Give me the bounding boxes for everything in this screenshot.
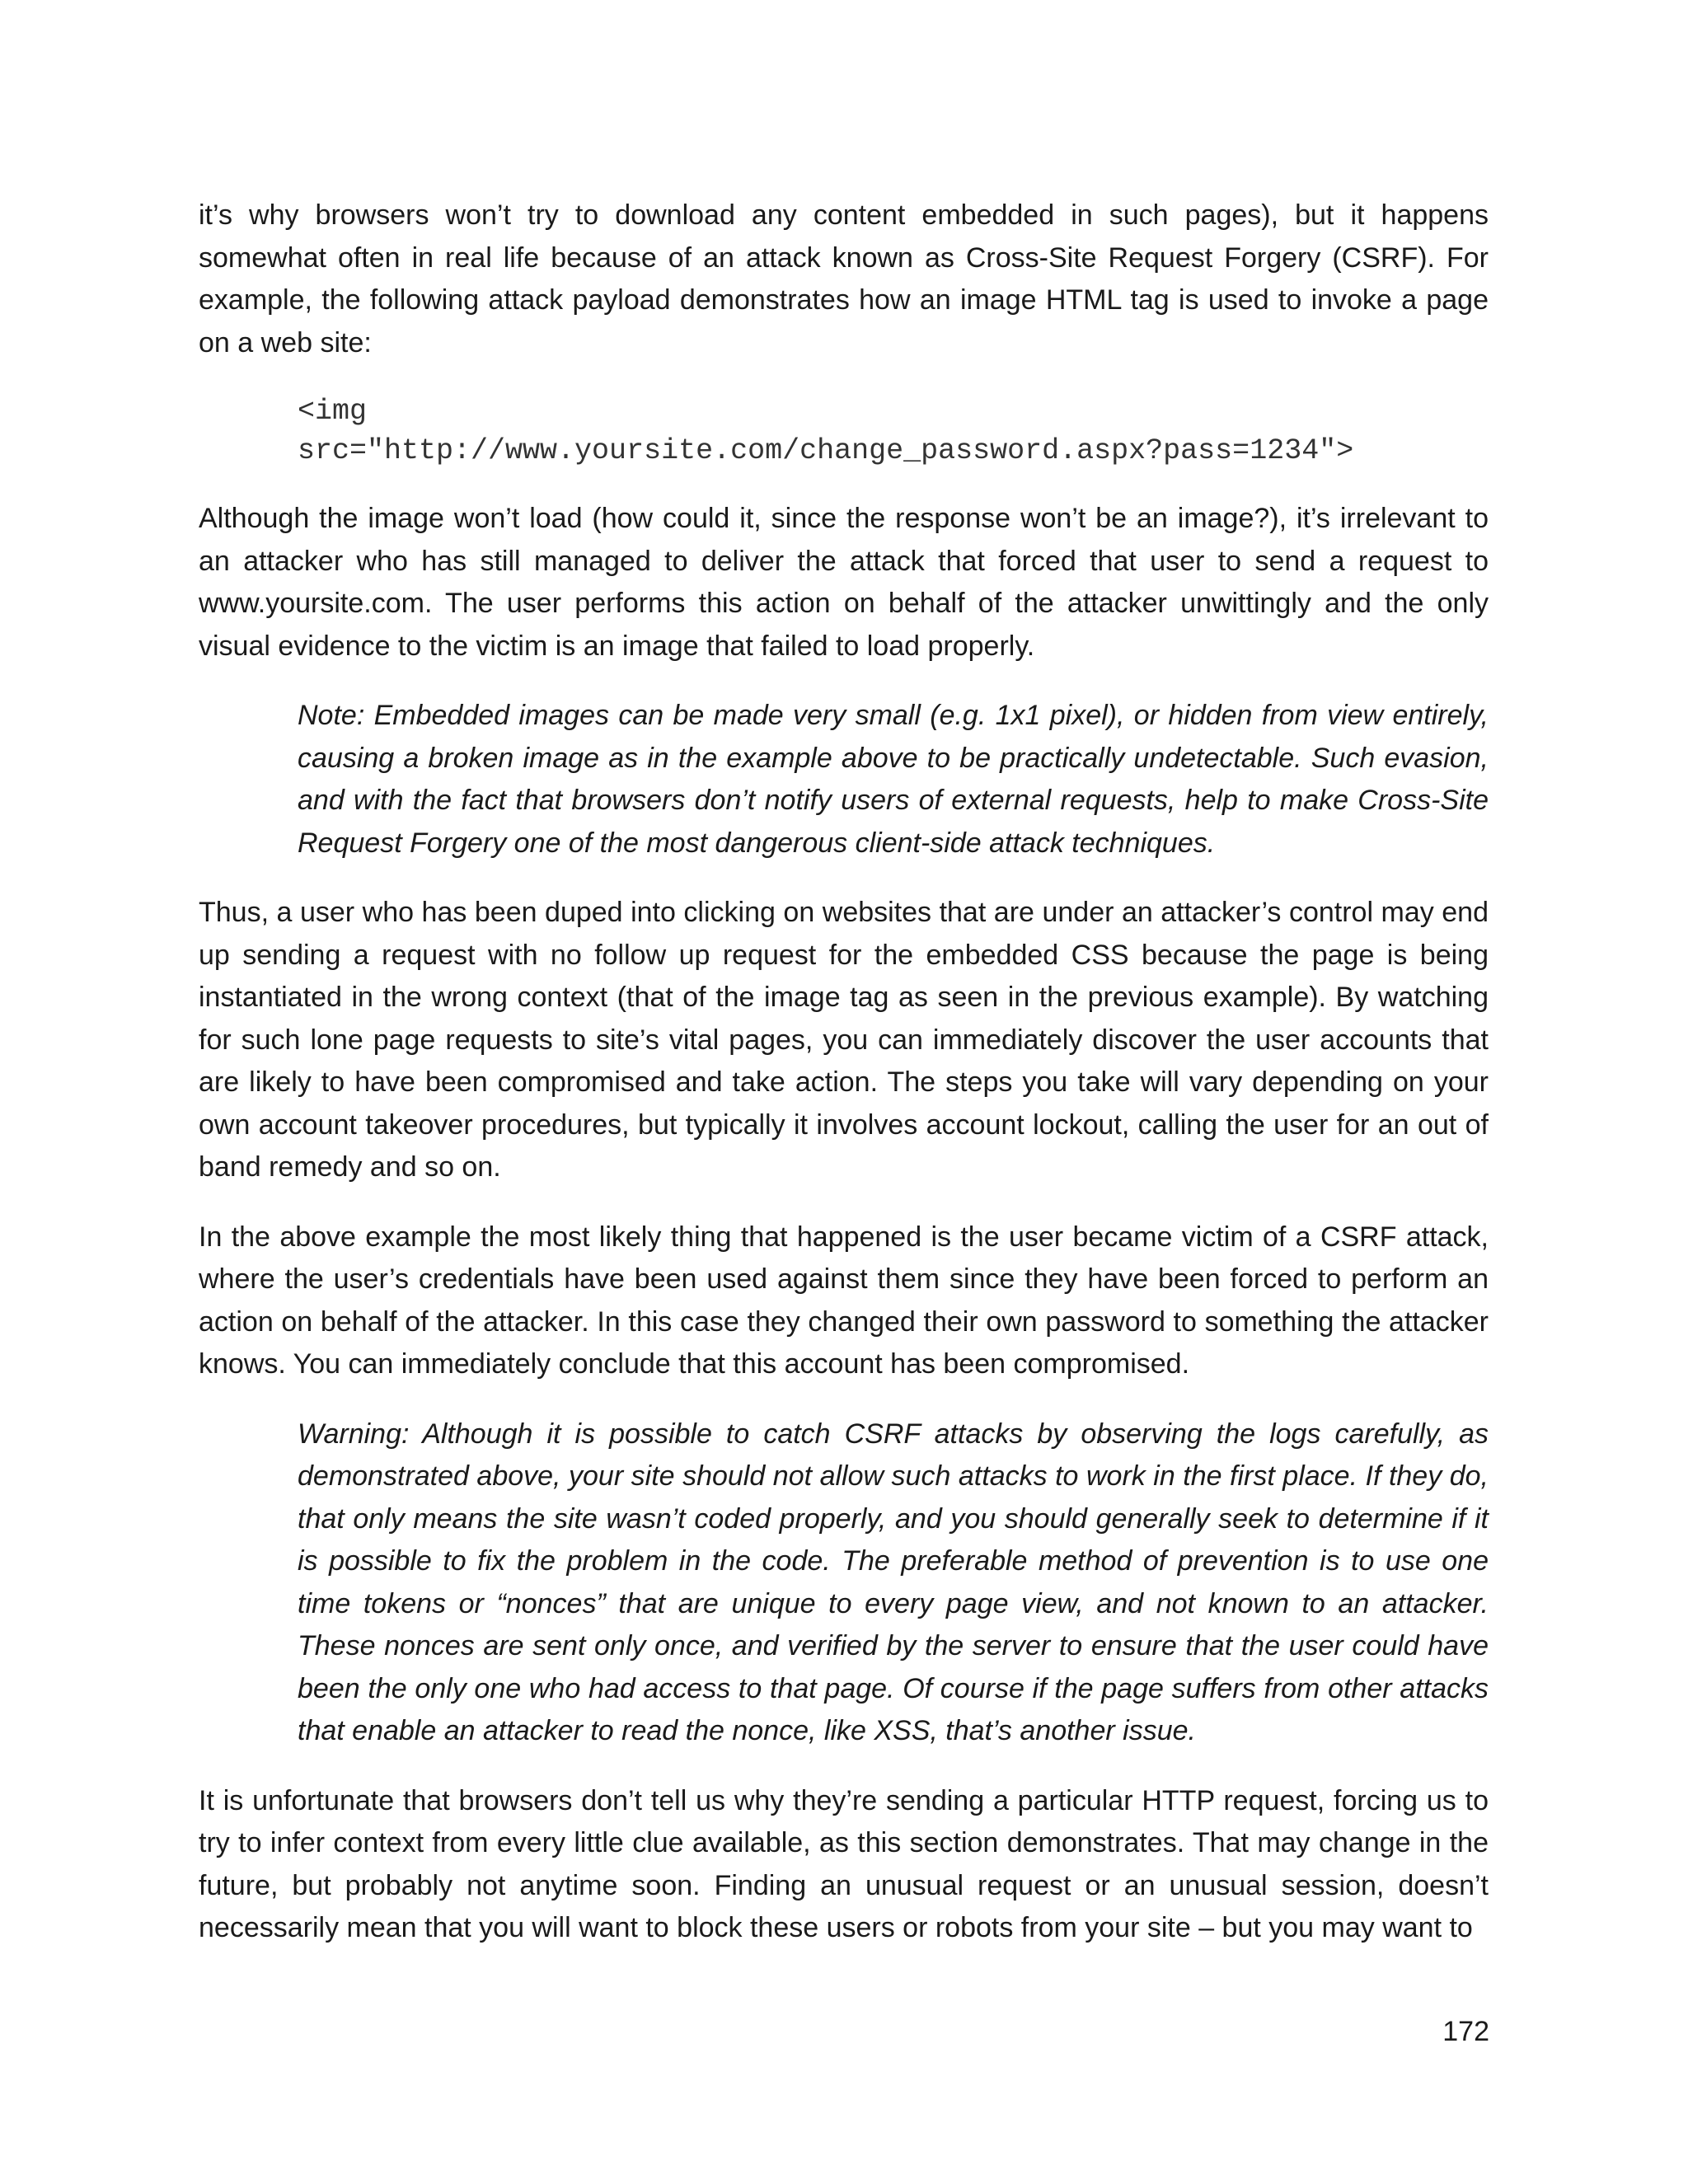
warning-block: Warning: Although it is possible to catch CSRF attacks by observing the logs carefully, as demonstrated above, your site should not allow such attacks to work in the first place. If they do, that only means the site wasn’t coded properly, and you should generally seek to determine if it is possible to fix the problem in the code. The preferable method of prevention is to use one time tokens or “nonces” that are unique to every page view, and not known to an attacker. These nonces are sent only once, and verified by the server to ensure that the user could have been the only one who had access to that page. Of course if the page suffers from other attacks that enable an attacker to read the nonce, like XSS, that’s another issue. xyxy=(298,1418,1489,1746)
paragraph-csrf-example: In the above example the most likely thing that happened is the user became victim of a CSRF attack, where the user’s credentials have been used against them since they have been forced to perform an action on behalf of the attacker. In this case they changed their own password to something the attacker knows. You can immediately conclude that this account has been compromised. xyxy=(199,1221,1489,1380)
paragraph-image-load: Although the image won’t load (how could it, since the response won’t be an image?), it’s irrelevant to an attacker who has still managed to deliver the attack that forced that user to send a request to www.yoursite.com. The user performs this action on behalf of the attacker unwittingly and the only visual evidence to the victim is an image that failed to load properly. xyxy=(199,503,1489,662)
note-block: Note: Embedded images can be made very small (e.g. 1x1 pixel), or hidden from view entirely, causing a broken image as in the example above to be practically undetectable. Such evasion, and with the fact that browsers don’t notify users of external requests, help to make Cross-Site Request Forgery one of the most dangerous client-side attack techniques. xyxy=(298,700,1489,859)
paragraph-browsers-context: It is unfortunate that browsers don’t tell us why they’re sending a particular HTTP request, forcing us to try to infer context from every little clue available, as this section demonstrates. That may change in the future, but probably not anytime soon. Finding an unusual request or an unusual session, doesn’t necessarily mean that you will want to block these users or robots from your site – but you may want to xyxy=(199,1784,1489,1943)
paragraph-csrf-intro: it’s why browsers won’t try to download any content embedded in such pages), but it happens somewhat often in real life because of an attack known as Cross-Site Request Forgery (CSRF). For example, the following attack payload demonstrates how an image HTML tag is used to invoke a page on a web site: xyxy=(199,199,1489,359)
paragraph-lone-requests: Thus, a user who has been duped into clicking on websites that are under an attacker’s control may end up sending a request with no follow up request for the embedded CSS because the page is being instantiated in the wrong context (that of the image tag as seen in the previous example). By watching for such lone page requests to site’s vital pages, you can immediately discover the user accounts that are likely to have been compromised and take action. The steps you take will vary depending on your own account takeover procedures, but typically it involves account lockout, calling the user for an out of band remedy and so on. xyxy=(199,897,1489,1183)
code-example xyxy=(298,391,1489,471)
code-line: src="http://www.yoursite.com/change_password.aspx?pass=1234"> xyxy=(298,434,1354,467)
page-body xyxy=(199,194,1489,1977)
code-line: <img xyxy=(298,395,368,428)
page-number: 172 xyxy=(1442,2016,1489,2047)
